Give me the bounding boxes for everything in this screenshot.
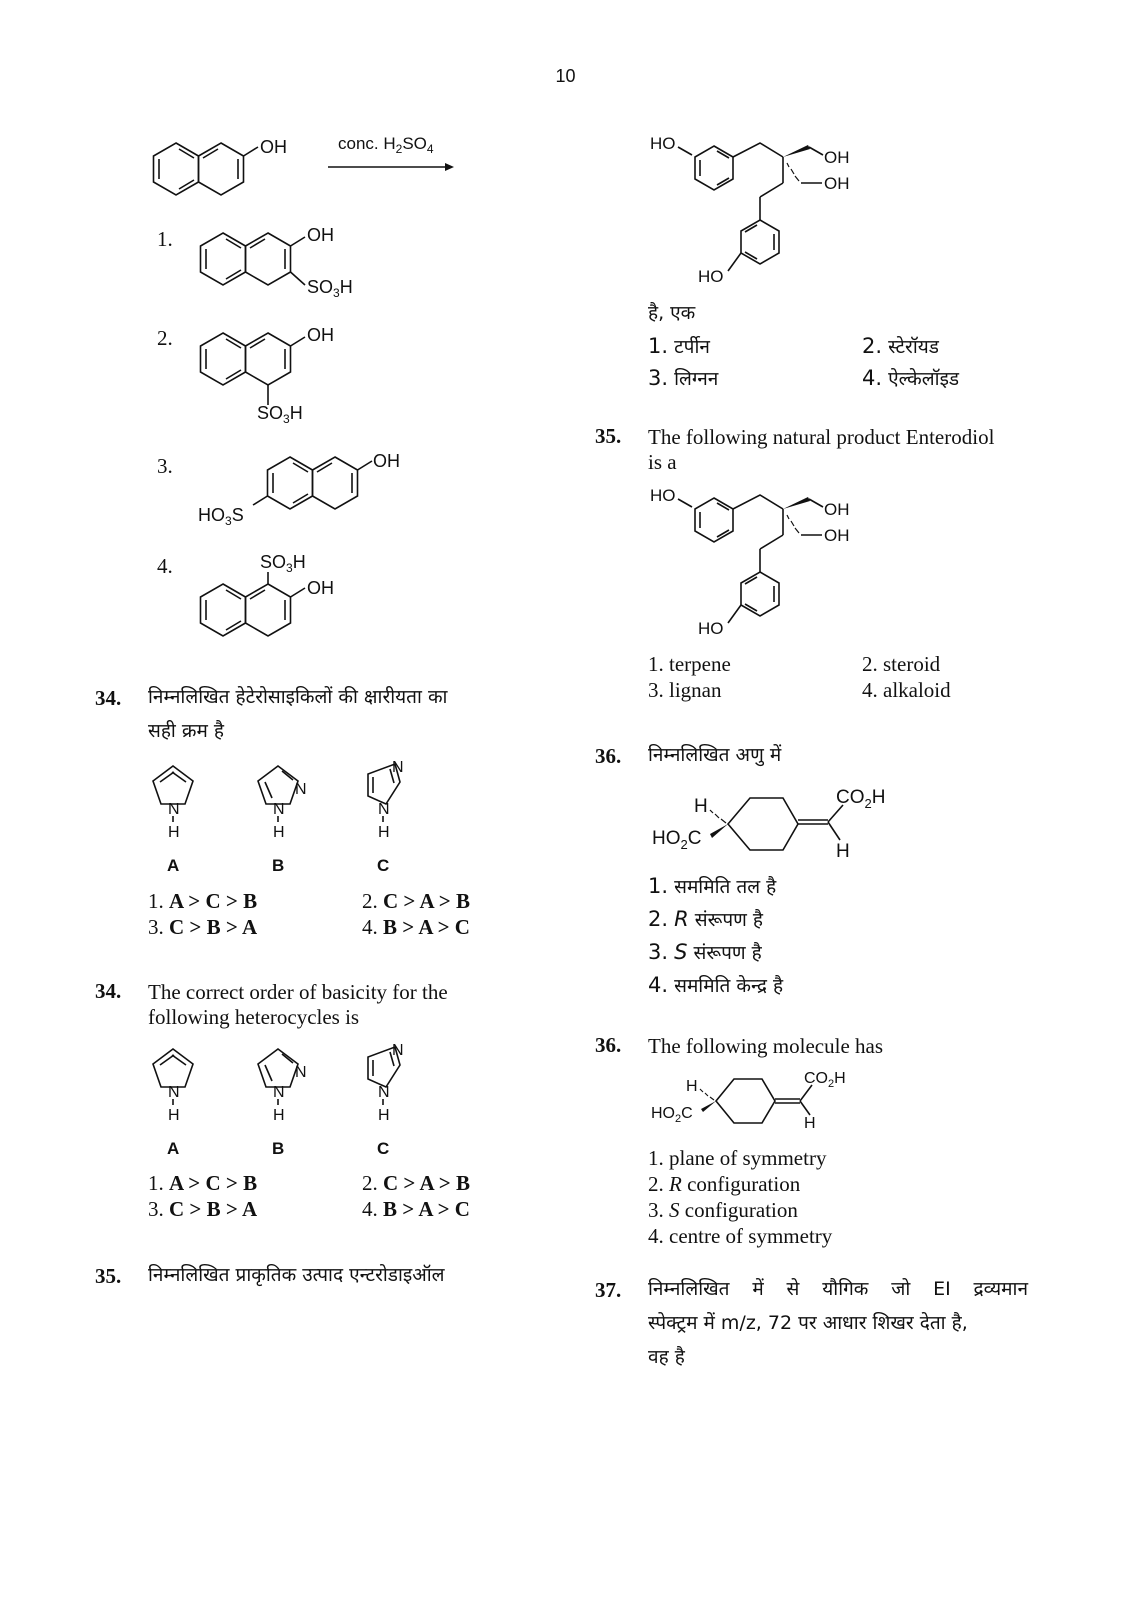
q35-hi-option-4: 4. ऐल्केलॉइड xyxy=(862,366,960,390)
svg-text:C: C xyxy=(377,1139,390,1158)
reactant-oh-label: OH xyxy=(260,137,287,157)
naphthalene-ring xyxy=(154,143,259,195)
enterodiol-structure-2 xyxy=(648,477,878,642)
q35-hi-text: निम्नलिखित प्राकृतिक उत्पाद एन्टरोडाइऑल xyxy=(148,1264,445,1286)
q35-en-text-line1: The following natural product Enterodiol xyxy=(648,425,995,449)
q36-hi-option-4: 4. सममिति केन्द्र है xyxy=(648,973,784,997)
q36-hi-option-1: 1. सममिति तल है xyxy=(648,874,777,898)
q34-hi-option-3: 3. C > B > A xyxy=(148,915,258,939)
heterocycles-set-2 xyxy=(140,1035,440,1165)
q35-hi-option-2: 2. स्टेरॉयड xyxy=(862,334,939,358)
q36-hi-option-3: 3. S संरूपण है xyxy=(648,940,762,964)
q37-hi-line2: स्पेक्ट्रम में m/z, 72 पर आधार शिखर देता है, xyxy=(648,1312,968,1334)
svg-text:OH: OH xyxy=(824,500,850,519)
q34-en-number: 34. xyxy=(95,979,122,1003)
q35-en-option-3: 3. lignan xyxy=(648,678,722,702)
q35-en-option-1: 1. terpene xyxy=(648,652,731,676)
q34-hi-text-line1: निम्नलिखित हेटेरोसाइकिलों की क्षारीयता का xyxy=(148,686,448,708)
svg-text:CO2H: $CO_2H$ xyxy=(804,1070,846,1090)
q36-hi-text: निम्नलिखित अणु में xyxy=(648,744,782,766)
svg-text:N: N xyxy=(295,781,307,798)
svg-text:C: C xyxy=(377,856,390,875)
reaction-option-3-num: 3. xyxy=(157,454,173,478)
reaction-option-4-structure xyxy=(185,548,385,648)
q34-en-option-2: 2. C > A > B xyxy=(362,1171,470,1195)
svg-text:SO3H: $SO_3H$ xyxy=(257,403,303,426)
svg-text:HO2C: $HO_2C$ xyxy=(652,828,702,852)
svg-text:N: N xyxy=(378,1084,390,1101)
q34-hi-option-1: 1. A > C > B xyxy=(148,889,258,913)
svg-text:H: H xyxy=(836,841,850,862)
q35-en-text-line2: is a xyxy=(648,450,677,474)
q34-en-option-3: 3. C > B > A xyxy=(148,1197,258,1221)
svg-text:H: H xyxy=(273,824,285,841)
svg-text:B: B xyxy=(272,856,285,875)
svg-text:H: H xyxy=(168,824,180,841)
svg-text:SO3H: $SO_3H$ xyxy=(260,552,306,575)
q36-hi-number: 36. xyxy=(595,744,622,768)
svg-text:N: N xyxy=(168,801,180,818)
svg-text:HO: HO xyxy=(650,134,676,153)
q34-hi-number: 34. xyxy=(95,686,122,710)
page-number: 10 xyxy=(555,66,576,86)
pyrazole-structure xyxy=(258,1049,307,1158)
q35-hi-option-1: 1. टर्पीन xyxy=(648,334,710,358)
svg-text:H: H xyxy=(804,1115,816,1132)
q34-hi-text-line2: सही क्रम है xyxy=(148,720,224,742)
q36-en-option-1: 1. plane of symmetry xyxy=(648,1146,827,1170)
svg-text:HO3S: $HO_3S$ xyxy=(198,505,244,528)
pyrrole-structure xyxy=(153,1049,193,1158)
q37-hi-line3: वह है xyxy=(648,1346,685,1368)
svg-text:N: N xyxy=(273,1084,285,1101)
svg-text:OH: OH xyxy=(824,526,850,545)
reaction-option-4-num: 4. xyxy=(157,554,173,578)
q35-en-number: 35. xyxy=(595,424,622,448)
svg-text:OH: OH xyxy=(824,174,850,193)
q36-en-option-4: 4. centre of symmetry xyxy=(648,1224,833,1248)
q34-en-option-4: 4. B > A > C xyxy=(362,1197,470,1221)
q36-en-option-3: 3. S configuration xyxy=(648,1198,798,1222)
q36-en-option-2: 2. R configuration xyxy=(648,1172,801,1196)
q35-en-option-4: 4. alkaloid xyxy=(862,678,951,702)
svg-text:HO2C: $HO_2C$ xyxy=(651,1105,693,1125)
svg-text:N: N xyxy=(273,801,285,818)
q35-hi-continuation: है, एक xyxy=(648,302,696,324)
imidazole-structure xyxy=(368,759,404,875)
q34-hi-option-2: 2. C > A > B xyxy=(362,889,470,913)
q35-hi-option-3: 3. लिग्नन xyxy=(648,366,719,390)
reaction-option-3-structure xyxy=(195,445,435,535)
q36-en-text: The following molecule has xyxy=(648,1034,884,1058)
molecule36-structure-2 xyxy=(648,1063,868,1135)
reaction-option-1-structure xyxy=(185,215,385,305)
molecule36-structure-1 xyxy=(648,780,908,865)
heterocycles-set-1 xyxy=(140,752,440,882)
q35-en-option-2: 2. steroid xyxy=(862,652,941,676)
pyrrole-structure xyxy=(153,766,193,875)
reaction-scheme xyxy=(140,125,480,205)
svg-text:N: N xyxy=(392,1042,404,1059)
q34-en-text-line2: following heterocycles is xyxy=(148,1005,360,1029)
pyrazole-structure xyxy=(258,766,307,875)
svg-text:H: H xyxy=(378,824,390,841)
svg-text:OH: OH xyxy=(824,148,850,167)
q34-en-text-line1: The correct order of basicity for the xyxy=(148,980,448,1004)
svg-text:N: N xyxy=(168,1084,180,1101)
reagent-label: conc. $H_2SO_4$ xyxy=(338,134,434,156)
q35-hi-number: 35. xyxy=(95,1264,122,1288)
svg-text:SO3H: $SO_3H$ xyxy=(307,277,353,300)
imidazole-structure xyxy=(368,1042,404,1158)
svg-text:N: N xyxy=(378,801,390,818)
svg-text:N: N xyxy=(295,1064,307,1081)
q36-en-number: 36. xyxy=(595,1033,622,1057)
svg-text:H: H xyxy=(378,1107,390,1124)
svg-text:B: B xyxy=(272,1139,285,1158)
svg-text:H: H xyxy=(686,1078,698,1095)
svg-text:OH: OH xyxy=(373,451,400,471)
svg-text:OH: OH xyxy=(307,578,334,598)
reaction-option-1-num: 1. xyxy=(157,227,173,251)
svg-text:HO: HO xyxy=(698,619,724,638)
svg-text:A: A xyxy=(167,856,180,875)
svg-text:N: N xyxy=(392,759,404,776)
q34-hi-option-4: 4. B > A > C xyxy=(362,915,470,939)
svg-text:HO: HO xyxy=(698,267,724,286)
svg-text:H: H xyxy=(168,1107,180,1124)
svg-text:H: H xyxy=(694,796,708,817)
svg-text:HO: HO xyxy=(650,486,676,505)
svg-text:CO2H: $CO_2H$ xyxy=(836,787,886,811)
q34-en-option-1: 1. A > C > B xyxy=(148,1171,258,1195)
q37-hi-line1: निम्नलिखित में से यौगिक जो EI द्रव्यमान xyxy=(648,1278,1028,1300)
svg-text:A: A xyxy=(167,1139,180,1158)
svg-text:OH: OH xyxy=(307,325,334,345)
reaction-option-2-structure xyxy=(185,315,385,430)
enterodiol-structure-1 xyxy=(648,125,878,290)
svg-text:H: H xyxy=(273,1107,285,1124)
svg-text:OH: OH xyxy=(307,225,334,245)
q37-hi-number: 37. xyxy=(595,1278,622,1302)
reaction-option-2-num: 2. xyxy=(157,326,173,350)
q36-hi-option-2: 2. R संरूपण है xyxy=(648,907,763,931)
